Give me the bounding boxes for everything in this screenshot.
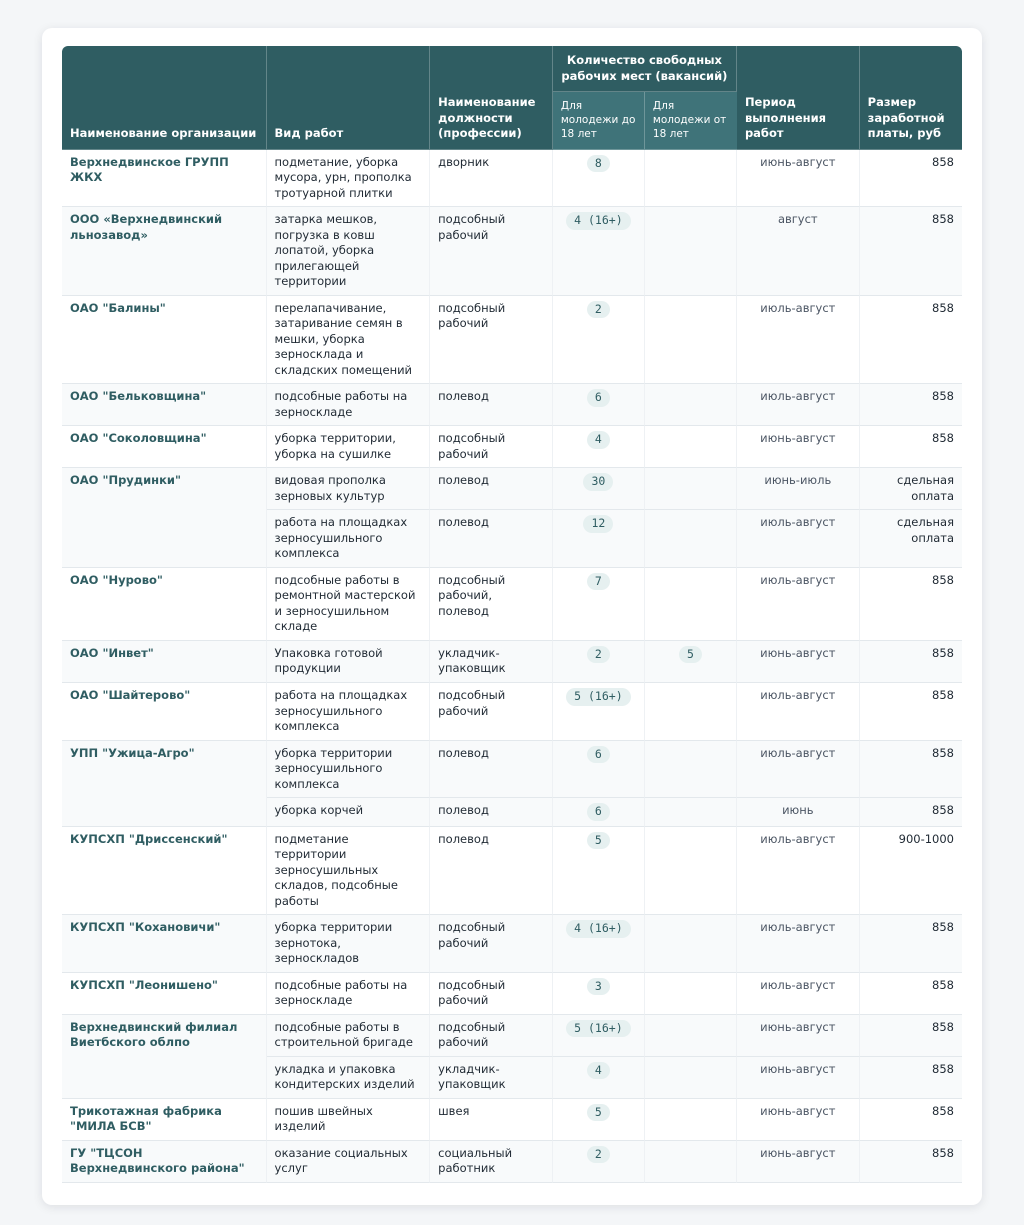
- salary-cell: сдельная оплата: [860, 510, 962, 568]
- work-type-cell: оказание социальных услуг: [267, 1141, 431, 1183]
- header-work: Вид работ: [267, 46, 431, 150]
- salary-cell: 858: [860, 683, 962, 741]
- vacancies-under-18-cell: [553, 150, 645, 208]
- vacancies-over-18-cell: [645, 741, 737, 799]
- work-type-cell: подсобные работы на зерноскладе: [267, 384, 431, 426]
- table-row: [62, 468, 962, 510]
- work-type-cell: видовая прополка зерновых культур: [267, 468, 431, 510]
- table-row: [62, 641, 962, 683]
- vacancy-table: [62, 46, 962, 1183]
- organization-cell: ГУ "ТЦСОН Верхнедвинского района": [62, 1141, 267, 1183]
- vacancies-under-18-cell: [553, 827, 645, 916]
- vacancies-under-18-cell: [553, 468, 645, 510]
- organization-cell: ОАО "Шайтерово": [62, 683, 267, 741]
- period-cell: июль-август: [737, 973, 860, 1015]
- vacancies-under-18-cell: [553, 683, 645, 741]
- organization-cell: ООО «Верхнедвинский льнозавод»: [62, 207, 267, 296]
- position-cell: социальный работник: [430, 1141, 553, 1183]
- salary-cell: 858: [860, 207, 962, 296]
- vacancy-count-badge: 2: [587, 301, 610, 319]
- organization-cell: ОАО "Прудинки": [62, 468, 267, 568]
- position-cell: подсобный рабочий: [430, 426, 553, 468]
- vacancy-count-badge: 5: [587, 1104, 610, 1122]
- vacancies-under-18-cell: [553, 741, 645, 799]
- salary-cell: 858: [860, 798, 962, 827]
- period-cell: июнь-август: [737, 1015, 860, 1057]
- vacancies-over-18-cell: [645, 426, 737, 468]
- header-position: Наименование должности (профессии): [430, 46, 553, 150]
- vacancies-under-18-cell: [553, 207, 645, 296]
- salary-cell: 858: [860, 1057, 962, 1099]
- organization-cell: ОАО "Балины": [62, 296, 267, 385]
- work-type-cell: затарка мешков, погрузка в ковш лопатой, уборка прилегающей территории: [267, 207, 431, 296]
- salary-cell: 858: [860, 1099, 962, 1141]
- table-row: [62, 683, 962, 741]
- period-cell: июнь-август: [737, 641, 860, 683]
- table-header: [62, 46, 962, 150]
- work-type-cell: подсобные работы в ремонтной мастерской и зерносушильном складе: [267, 568, 431, 641]
- organization-cell: Трикотажная фабрика "МИЛА БСВ": [62, 1099, 267, 1141]
- position-cell: полевод: [430, 384, 553, 426]
- position-cell: подсобный рабочий: [430, 207, 553, 296]
- organization-cell: Верхнедвинский филиал Виетбского облпо: [62, 1015, 267, 1099]
- vacancy-count-badge: 8: [587, 155, 610, 173]
- organization-cell: Верхнедвинское ГРУПП ЖКХ: [62, 150, 267, 208]
- position-cell: подсобный рабочий: [430, 973, 553, 1015]
- vacancy-count-badge: 7: [587, 573, 610, 591]
- table-row: [62, 384, 962, 426]
- header-over-18: Для молодежи от 18 лет: [645, 92, 737, 150]
- work-type-cell: уборка корчей: [267, 798, 431, 827]
- work-type-cell: работа на площадках зерносушильного комплекса: [267, 683, 431, 741]
- vacancies-over-18-cell: [645, 510, 737, 568]
- work-type-cell: перелапачивание, затаривание семян в мешки, уборка зерносклада и складских помещений: [267, 296, 431, 385]
- organization-cell: КУПСХП "Кохановичи": [62, 915, 267, 973]
- period-cell: июнь-август: [737, 1141, 860, 1183]
- period-cell: июнь-август: [737, 1057, 860, 1099]
- vacancy-count-badge: 6: [587, 803, 610, 821]
- table-row: [62, 426, 962, 468]
- salary-cell: 858: [860, 1015, 962, 1057]
- vacancy-count-badge: 2: [587, 1146, 610, 1164]
- vacancy-count-badge: 3: [587, 978, 610, 996]
- vacancies-over-18-cell: [645, 915, 737, 973]
- vacancies-over-18-cell: [645, 641, 737, 683]
- period-cell: август: [737, 207, 860, 296]
- table-row: [62, 741, 962, 799]
- vacancy-count-badge: 5 (16+): [566, 1020, 630, 1038]
- salary-cell: сдельная оплата: [860, 468, 962, 510]
- period-cell: июль-август: [737, 384, 860, 426]
- vacancies-under-18-cell: [553, 641, 645, 683]
- period-cell: июль-август: [737, 568, 860, 641]
- table-row: [62, 1141, 962, 1183]
- vacancies-under-18-cell: [553, 384, 645, 426]
- vacancy-count-badge: 2: [587, 646, 610, 664]
- organization-cell: ОАО "Нурово": [62, 568, 267, 641]
- period-cell: июль-август: [737, 296, 860, 385]
- salary-cell: 858: [860, 1141, 962, 1183]
- work-type-cell: подметание, уборка мусора, урн, прополка тротуарной плитки: [267, 150, 431, 208]
- period-cell: июнь-июль: [737, 468, 860, 510]
- position-cell: полевод: [430, 468, 553, 510]
- salary-cell: 858: [860, 150, 962, 208]
- position-cell: полевод: [430, 827, 553, 916]
- table-row: [62, 915, 962, 973]
- salary-cell: 900-1000: [860, 827, 962, 916]
- organization-cell: ОАО "Соколовщина": [62, 426, 267, 468]
- table-body: [62, 150, 962, 1183]
- work-type-cell: укладка и упаковка кондитерских изделий: [267, 1057, 431, 1099]
- vacancy-sheet: [42, 28, 982, 1205]
- vacancies-over-18-cell: [645, 207, 737, 296]
- vacancies-over-18-cell: [645, 1141, 737, 1183]
- position-cell: полевод: [430, 510, 553, 568]
- position-cell: подсобный рабочий: [430, 296, 553, 385]
- vacancies-over-18-cell: [645, 683, 737, 741]
- vacancies-under-18-cell: [553, 568, 645, 641]
- period-cell: июль-август: [737, 741, 860, 799]
- vacancy-count-badge: 5: [679, 646, 702, 664]
- period-cell: июль-август: [737, 827, 860, 916]
- period-cell: июнь-август: [737, 426, 860, 468]
- vacancies-over-18-cell: [645, 296, 737, 385]
- salary-cell: 858: [860, 641, 962, 683]
- period-cell: июнь-август: [737, 150, 860, 208]
- vacancies-under-18-cell: [553, 1057, 645, 1099]
- vacancies-under-18-cell: [553, 973, 645, 1015]
- vacancy-count-badge: 30: [583, 473, 613, 491]
- organization-cell: КУПСХП "Леонишено": [62, 973, 267, 1015]
- header-vacancies: Количество свободных рабочих мест (вакансий): [553, 46, 737, 92]
- position-cell: подсобный рабочий: [430, 1015, 553, 1057]
- vacancies-over-18-cell: [645, 150, 737, 208]
- vacancies-over-18-cell: [645, 568, 737, 641]
- work-type-cell: уборка территории, уборка на сушилке: [267, 426, 431, 468]
- header-pay: Размер заработной платы, руб: [860, 46, 962, 150]
- table-row: [62, 568, 962, 641]
- work-type-cell: подметание территории зерносушильных складов, подсобные работы: [267, 827, 431, 916]
- period-cell: июль-август: [737, 510, 860, 568]
- vacancies-over-18-cell: [645, 1057, 737, 1099]
- header-under-18: Для молодежи до 18 лет: [553, 92, 645, 150]
- organization-cell: ОАО "Бельковщина": [62, 384, 267, 426]
- vacancy-count-badge: 5: [587, 832, 610, 850]
- vacancies-under-18-cell: [553, 1015, 645, 1057]
- table-row: [62, 296, 962, 385]
- vacancies-under-18-cell: [553, 426, 645, 468]
- work-type-cell: Упаковка готовой продукции: [267, 641, 431, 683]
- vacancy-count-badge: 4 (16+): [566, 212, 630, 230]
- vacancy-count-badge: 5 (16+): [566, 688, 630, 706]
- vacancy-count-badge: 4 (16+): [566, 920, 630, 938]
- vacancies-under-18-cell: [553, 1141, 645, 1183]
- salary-cell: 858: [860, 296, 962, 385]
- period-cell: июль-август: [737, 915, 860, 973]
- position-cell: укладчик-упаковщик: [430, 641, 553, 683]
- salary-cell: 858: [860, 973, 962, 1015]
- work-type-cell: уборка территории зернотока, зерноскладов: [267, 915, 431, 973]
- vacancies-over-18-cell: [645, 384, 737, 426]
- vacancy-count-badge: 4: [587, 431, 610, 449]
- work-type-cell: подсобные работы в строительной бригаде: [267, 1015, 431, 1057]
- vacancies-under-18-cell: [553, 510, 645, 568]
- vacancy-count-badge: 12: [583, 515, 613, 533]
- position-cell: полевод: [430, 798, 553, 827]
- vacancies-under-18-cell: [553, 798, 645, 827]
- work-type-cell: работа на площадках зерносушильного комплекса: [267, 510, 431, 568]
- table-row: [62, 150, 962, 208]
- table-row: [62, 827, 962, 916]
- vacancies-under-18-cell: [553, 915, 645, 973]
- vacancy-count-badge: 6: [587, 746, 610, 764]
- vacancies-over-18-cell: [645, 468, 737, 510]
- organization-cell: ОАО "Инвет": [62, 641, 267, 683]
- salary-cell: 858: [860, 741, 962, 799]
- position-cell: подсобный рабочий: [430, 683, 553, 741]
- work-type-cell: уборка территории зерносушильного комплекса: [267, 741, 431, 799]
- period-cell: июнь: [737, 798, 860, 827]
- vacancies-over-18-cell: [645, 798, 737, 827]
- position-cell: дворник: [430, 150, 553, 208]
- position-cell: подсобный рабочий, полевод: [430, 568, 553, 641]
- period-cell: июль-август: [737, 683, 860, 741]
- vacancies-over-18-cell: [645, 973, 737, 1015]
- table-row: [62, 1015, 962, 1057]
- organization-cell: УПП "Ужица-Агро": [62, 741, 267, 827]
- header-org: Наименование организации: [62, 46, 267, 150]
- salary-cell: 858: [860, 426, 962, 468]
- table-row: [62, 973, 962, 1015]
- header-period: Период выполнения работ: [737, 46, 860, 150]
- organization-cell: КУПСХП "Дриссенский": [62, 827, 267, 916]
- salary-cell: 858: [860, 915, 962, 973]
- position-cell: укладчик-упаковщик: [430, 1057, 553, 1099]
- vacancy-count-badge: 4: [587, 1062, 610, 1080]
- position-cell: подсобный рабочий: [430, 915, 553, 973]
- table-row: [62, 207, 962, 296]
- vacancies-under-18-cell: [553, 296, 645, 385]
- period-cell: июнь-август: [737, 1099, 860, 1141]
- position-cell: полевод: [430, 741, 553, 799]
- work-type-cell: подсобные работы на зерноскладе: [267, 973, 431, 1015]
- salary-cell: 858: [860, 384, 962, 426]
- position-cell: швея: [430, 1099, 553, 1141]
- vacancies-over-18-cell: [645, 827, 737, 916]
- vacancies-over-18-cell: [645, 1015, 737, 1057]
- salary-cell: 858: [860, 568, 962, 641]
- vacancy-count-badge: 6: [587, 389, 610, 407]
- work-type-cell: пошив швейных изделий: [267, 1099, 431, 1141]
